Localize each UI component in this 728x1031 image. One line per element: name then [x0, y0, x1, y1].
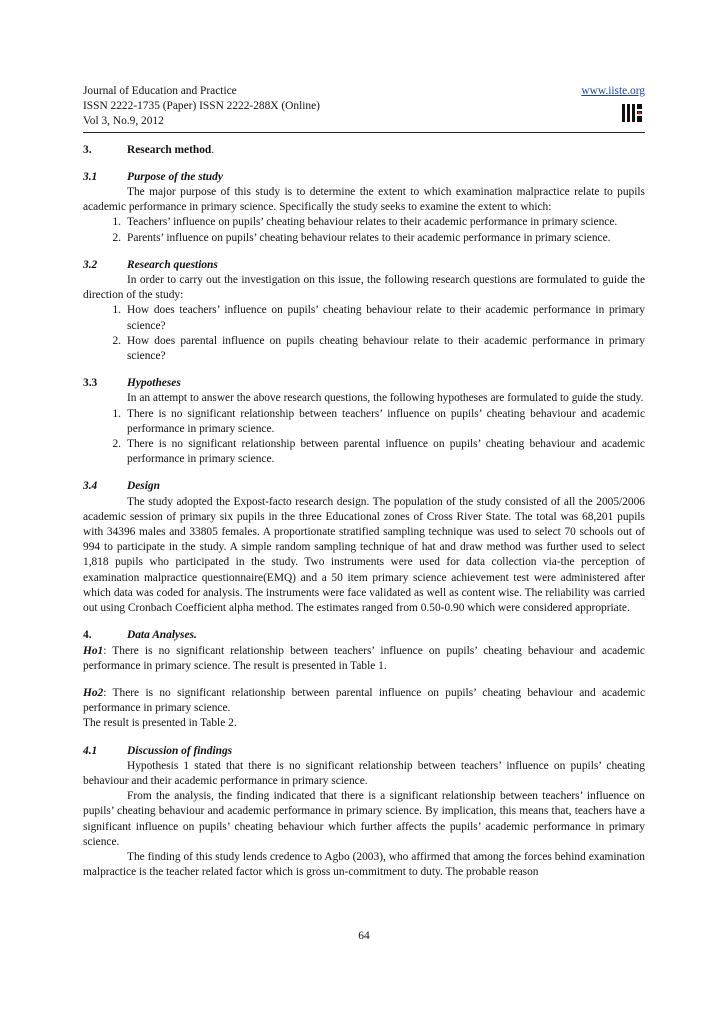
hypothesis-ho1: Ho1: There is no significant relationship between teachers’ influence on pupils’ cheating behaviour and academic performance in primary science. The result is presented in Table 1. — [83, 644, 645, 672]
section-3-3-heading: 3.3 Hypotheses — [83, 376, 645, 391]
journal-url-link[interactable]: www.iiste.org — [581, 85, 645, 97]
page-number: 64 — [358, 930, 370, 942]
paragraph: Hypothesis 1 stated that there is no significant relationship between teachers’ influence on pupils’ cheating behaviour and their academic performance in primary science. — [83, 759, 645, 787]
header-rule — [83, 132, 645, 133]
section-title: Design — [127, 480, 160, 493]
section-title: Research questions — [127, 258, 218, 271]
section-4-1-heading: 4.1 Discussion of findings — [83, 744, 645, 759]
hypotheses-list — [83, 407, 645, 468]
iiste-logo-icon — [621, 102, 643, 124]
paragraph: In an attempt to answer the above research questions, the following hypotheses are formulated to guide the study. — [127, 392, 644, 405]
paragraph: The finding of this study lends credence to Agbo (2003), who affirmed that among the forces behind examination malpractice is the teacher related factor which is gross un-commitment to duty. The probable reason — [83, 850, 645, 879]
journal-header — [83, 84, 645, 130]
section-title: Research method — [127, 143, 212, 156]
section-title: Hypotheses — [127, 377, 181, 390]
hypothesis-ho2: Ho2: There is no significant relationship between parental influence on pupils’ cheating behaviour and academic performance in primary science. — [83, 686, 645, 715]
section-title: Data Analyses. — [127, 629, 197, 642]
list-item: 1. There is no significant relationship between teachers’ influence on pupils’ cheating behaviour and academic performance in primary science. — [112, 407, 645, 435]
list-item: 2. How does parental influence on pupils cheating behaviour relate to their academic performance in primary science? — [112, 334, 645, 363]
issn-line: ISSN 2222-1735 (Paper) ISSN 2222-288X (Online) — [83, 100, 320, 113]
section-title: Purpose of the study — [127, 170, 223, 183]
paper-page — [83, 84, 645, 880]
list-item: 1. How does teachers’ influence on pupils’ cheating behaviour relate to their academic performance in primary science? — [112, 304, 645, 332]
paragraph: The study adopted the Expost-facto research design. The population of the study consisted of all the 2005/2006 academic session of primary six pupils in the three Educational zones of Cross River State. The total was 68,201 pupils with 34396 males and 33805 females. A proportionate stratified sampling technique was used to select 70 schools out of 994 to participate in the study. A simple random sampling technique of hat and draw method was further used to select 1,818 pupils who participated in the study. Two instruments were used for data collection via-the perception of examination malpractice questionnaire(EMQ) and a 50 item primary science achievement test were administered after which data was coded for analysis. The instruments were face validated as well as content wise. The reliability was carried out using Cronbach Coefficient alpha method. The estimates ranged from 0.50-0.90 which were considered appropriate. — [83, 495, 645, 615]
section-3-2-heading: 3.2 Research questions — [83, 258, 645, 273]
section-3-1-heading: 3.1 Purpose of the study — [83, 170, 645, 185]
paragraph: The major purpose of this study is to determine the extent to which examination malpractice relate to pupils academic performance in primary science. Specifically the study seeks to examine the extent to which: — [83, 186, 645, 214]
journal-title: Journal of Education and Practice — [83, 85, 237, 97]
purpose-list — [83, 215, 645, 245]
paragraph: The result is presented in Table 2. — [83, 717, 237, 730]
list-item: 2. There is no significant relationship between parental influence on pupils’ cheating behaviour and academic performance in primary science. — [112, 438, 645, 466]
section-4-heading: 4. Data Analyses. — [83, 628, 645, 643]
section-3-heading: 3. Research method. — [83, 143, 215, 156]
paragraph: From the analysis, the finding indicated that there is a significant relationship between teachers’ influence on pupils’ cheating behaviour and academic performance in primary science. By implication, this means that, teachers have a significant influence on pupils’ cheating behaviour which further affects the pupils’ academic performance in primary science. — [83, 790, 645, 848]
research-questions-list — [83, 303, 645, 364]
paragraph: In order to carry out the investigation on this issue, the following research questions are formulated to guide the direction of the study: — [83, 274, 645, 302]
section-title: Discussion of findings — [127, 744, 233, 757]
volume-line: Vol 3, No.9, 2012 — [83, 115, 164, 128]
section-3-4-heading: 3.4 Design — [83, 479, 645, 494]
list-item: 1. Teachers’ influence on pupils’ cheating behaviour relates to their academic performance in primary science. — [112, 216, 618, 229]
list-item: 2. Parents’ influence on pupils’ cheating behaviour relates to their academic performance in primary science. — [112, 231, 611, 244]
